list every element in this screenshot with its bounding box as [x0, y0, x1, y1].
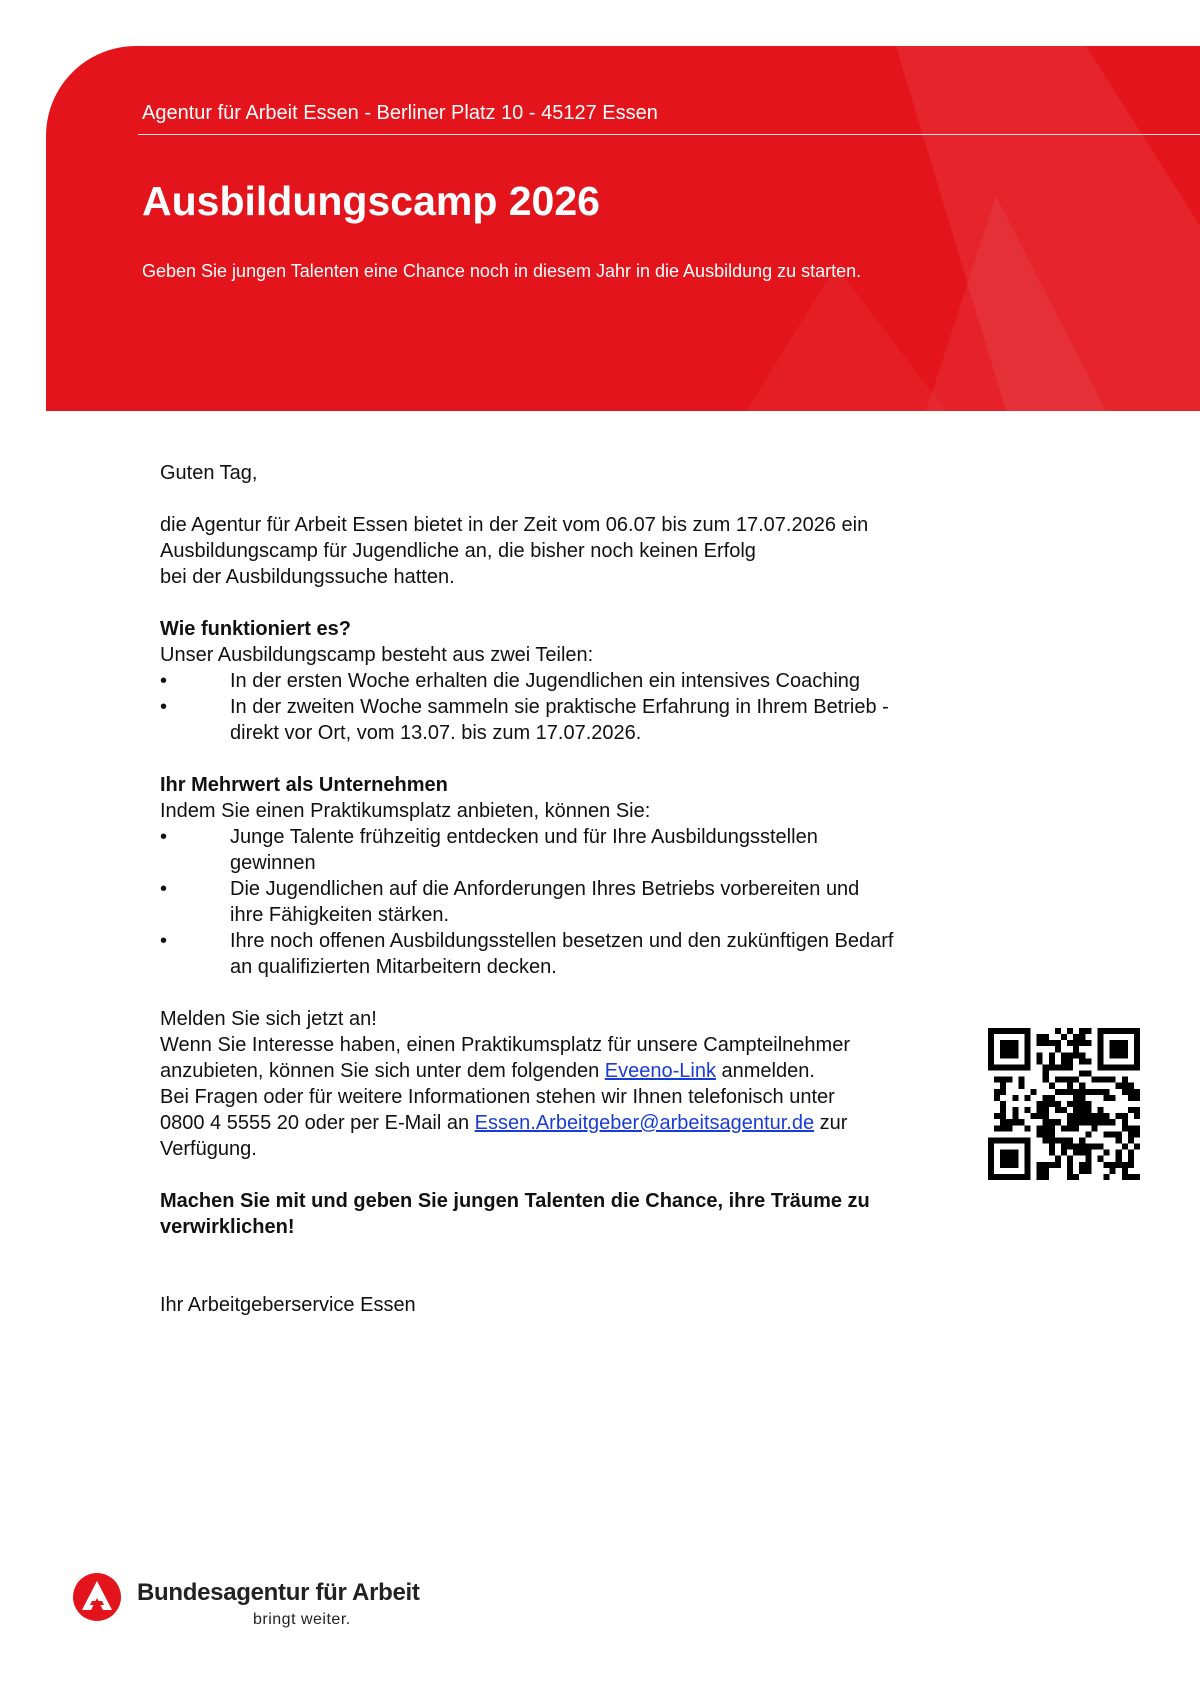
- greeting: Guten Tag,: [160, 462, 258, 484]
- bullet-marker: •: [160, 930, 168, 952]
- signature: Ihr Arbeitgeberservice Essen: [160, 1294, 416, 1316]
- contact-text-2: 0800 4 5555 20 oder per E-Mail an Essen.Arbeitgeber@arbeitsagentur.de zur: [160, 1112, 848, 1134]
- header-divider: [138, 134, 1200, 135]
- list-item: • Die Jugendlichen auf die Anforderungen Ihres Betriebs vorbereiten und ihre Fähigkeiten stärken.: [160, 878, 860, 926]
- contact-text-1: Bei Fragen oder für weitere Informationen stehen wir Ihnen telefonisch unter: [160, 1086, 835, 1108]
- intro-line-3: bei der Ausbildungssuche hatten.: [160, 566, 455, 588]
- email-link[interactable]: Essen.Arbeitgeber@arbeitsagentur.de: [474, 1112, 815, 1134]
- bullet-marker: •: [160, 696, 168, 718]
- signup-text-1: Wenn Sie Interesse haben, einen Praktikumsplatz für unsere Campteilnehmer: [160, 1034, 850, 1056]
- bullet-marker: •: [160, 878, 168, 900]
- closing-call-1: Machen Sie mit und geben Sie jungen Talenten die Chance, ihre Träume zu: [160, 1190, 870, 1212]
- org-name: Bundesagentur für Arbeit: [137, 1579, 420, 1606]
- eveeno-link[interactable]: Eveeno-Link: [604, 1060, 716, 1082]
- intro-line-2: Ausbildungscamp für Jugendliche an, die bisher noch keinen Erfolg: [160, 540, 756, 562]
- page-subtitle: Geben Sie jungen Talenten eine Chance noch in diesem Jahr in die Ausbildung zu starten.: [142, 261, 862, 281]
- bullet-marker: •: [160, 826, 168, 848]
- signup-text-2: anzubieten, können Sie sich unter dem folgenden Eveeno-Link anmelden.: [160, 1060, 815, 1082]
- list-item: • Ihre noch offenen Ausbildungsstellen besetzen und den zukünftigen Bedarf an qualifizierten Mitarbeitern decken.: [160, 930, 894, 978]
- bullet-marker: •: [160, 670, 168, 692]
- contact-text-3: Verfügung.: [160, 1138, 257, 1160]
- list-item: • In der zweiten Woche sammeln sie praktische Erfahrung in Ihrem Betrieb - direkt vor Ort, vom 13.07. bis zum 17.07.2026.: [160, 696, 889, 744]
- section-heading-how: Wie funktioniert es?: [160, 618, 351, 640]
- agency-address: Agentur für Arbeit Essen - Berliner Platz 10 - 45127 Essen: [142, 102, 658, 124]
- section-heading-value: Ihr Mehrwert als Unternehmen: [160, 774, 448, 796]
- banner-decoration: [46, 46, 1200, 411]
- org-tagline: bringt weiter.: [253, 1611, 351, 1628]
- closing-call-2: verwirklichen!: [160, 1216, 295, 1238]
- intro-line-1: die Agentur für Arbeit Essen bietet in der Zeit vom 06.07 bis zum 17.07.2026 ein: [160, 514, 869, 536]
- header-banner: [46, 46, 1200, 411]
- letter-body: [160, 460, 1000, 1318]
- ba-logo-icon: [72, 1572, 122, 1622]
- qr-code[interactable]: [988, 1028, 1140, 1180]
- section-lead-value: Indem Sie einen Praktikumsplatz anbieten, können Sie:: [160, 800, 651, 822]
- page-title: Ausbildungscamp 2026: [142, 178, 600, 224]
- list-item: • Junge Talente frühzeitig entdecken und für Ihre Ausbildungsstellen gewinnen: [160, 826, 818, 874]
- signup-call: Melden Sie sich jetzt an!: [160, 1008, 377, 1030]
- list-item: • In der ersten Woche erhalten die Jugendlichen ein intensives Coaching: [160, 670, 861, 692]
- section-lead-how: Unser Ausbildungscamp besteht aus zwei Teilen:: [160, 644, 594, 666]
